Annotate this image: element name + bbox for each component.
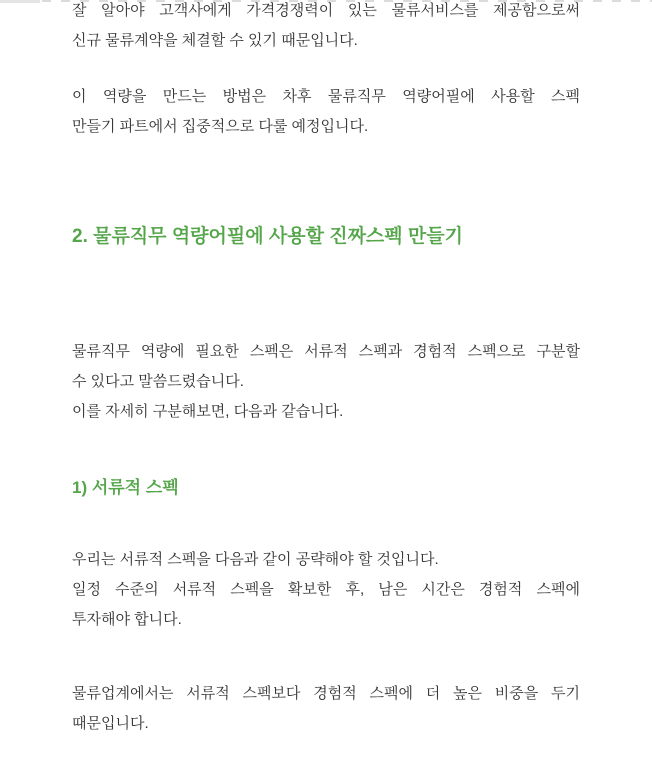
paragraph-line: 일정 수준의 서류적 스펙을 확보한 후, 남은 시간은 경험적 스펙에 xyxy=(72,581,580,598)
paragraph-line: 이를 자세히 구분해보면, 다음과 같습니다. xyxy=(72,403,344,420)
paragraph-line: 이 역량을 만드는 방법은 차후 물류직무 역량어필에 사용할 스펙 xyxy=(72,88,580,105)
paragraph-line: 만들기 파트에서 집중적으로 다룰 예정입니다. xyxy=(72,118,369,135)
body-paragraph xyxy=(72,0,580,56)
body-paragraph xyxy=(72,679,580,739)
body-paragraph xyxy=(72,337,580,397)
subsection-heading: 1) 서류적 스펙 xyxy=(72,478,179,497)
body-paragraph xyxy=(72,82,580,142)
paragraph-line: 잘 알아야 고객사에게 가격경쟁력이 있는 물류서비스를 제공함으로써 xyxy=(72,2,580,19)
paragraph-line: 우리는 서류적 스펙을 다음과 같이 공략해야 할 것입니다. xyxy=(72,551,439,568)
paragraph-line: 물류업계에서는 서류적 스펙보다 경험적 스펙에 더 높은 비중을 두기 xyxy=(72,685,580,702)
paragraph-line: 수 있다고 말씀드렸습니다. xyxy=(72,373,244,390)
paragraph-line: 투자해야 합니다. xyxy=(72,611,182,628)
paragraph-line: 신규 물류계약을 체결할 수 있기 때문입니다. xyxy=(72,32,358,49)
body-paragraph xyxy=(72,575,580,635)
body-paragraph xyxy=(72,397,580,427)
body-paragraph xyxy=(72,545,580,575)
paragraph-line: 물류직무 역량에 필요한 스펙은 서류적 스펙과 경험적 스펙으로 구분할 xyxy=(72,343,580,360)
paragraph-line: 때문입니다. xyxy=(72,715,149,732)
section-heading: 2. 물류직무 역량어필에 사용할 진짜스펙 만들기 xyxy=(72,226,463,247)
